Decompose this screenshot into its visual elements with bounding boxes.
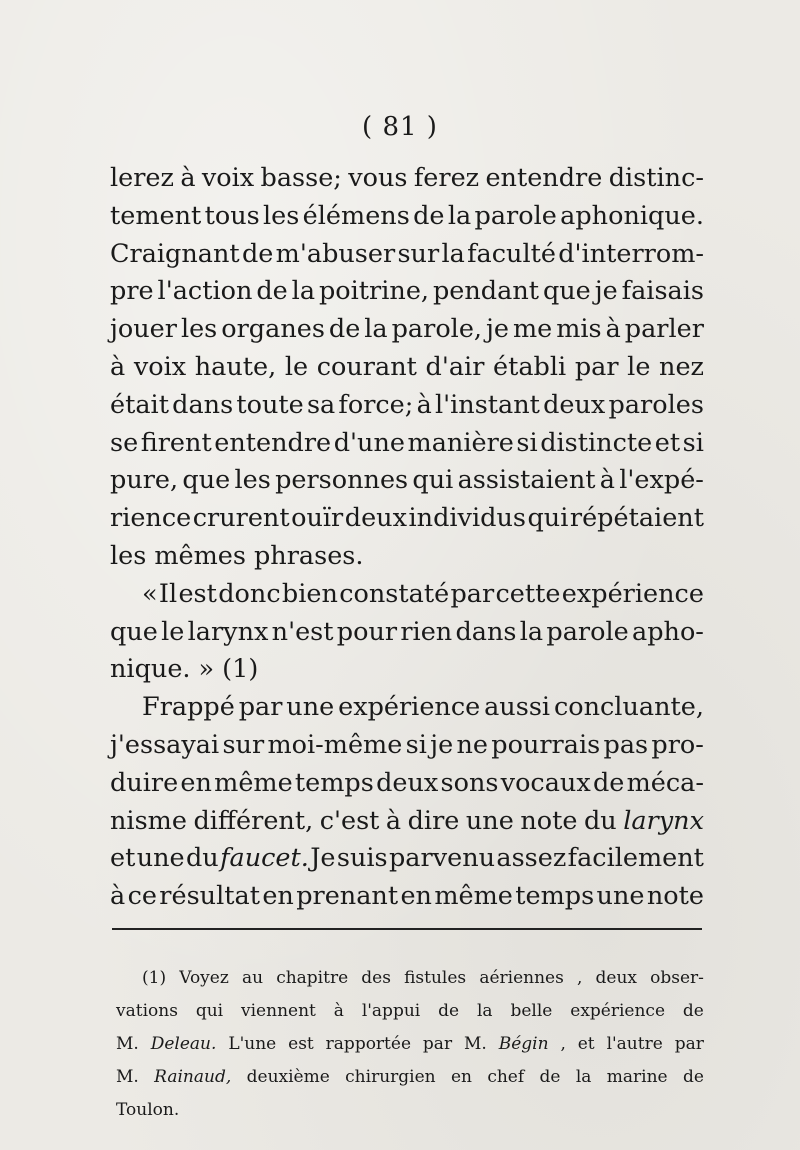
footnote-line <box>116 1094 704 1127</box>
word: haute, <box>194 351 277 382</box>
word: en <box>180 767 212 798</box>
word: de <box>682 1001 704 1021</box>
word: cette <box>495 578 561 609</box>
word: de <box>413 200 445 231</box>
word: répétaient <box>569 503 704 534</box>
word: différent, <box>193 805 314 836</box>
word: à <box>110 351 126 382</box>
word: firent <box>140 427 212 458</box>
body-line <box>110 273 704 311</box>
word: je <box>430 729 454 760</box>
word: pourrais <box>491 729 601 760</box>
word: de <box>438 1001 460 1021</box>
word: nique. <box>110 654 191 685</box>
word: l'appui <box>361 1001 421 1021</box>
word: chef <box>487 1067 525 1087</box>
word: m'abuser <box>275 238 396 269</box>
word: à <box>110 881 126 912</box>
body-line <box>110 349 704 387</box>
word: que <box>542 276 591 307</box>
body-line <box>110 576 704 614</box>
word: temps <box>515 881 595 912</box>
word: l'expé- <box>619 465 704 496</box>
word: je <box>594 276 618 307</box>
word: ferez <box>413 163 480 193</box>
word: vous <box>348 163 408 193</box>
footnote-line <box>116 1028 704 1061</box>
word: moi-même <box>267 729 403 760</box>
word: belle <box>510 1001 553 1021</box>
word: Bégin <box>498 1034 549 1054</box>
word: est <box>178 578 217 609</box>
word: constaté <box>339 578 450 609</box>
word: personnes <box>275 465 409 496</box>
word: sons <box>440 767 499 798</box>
word: à <box>416 389 432 420</box>
word: mis <box>556 314 602 345</box>
body-line <box>110 425 704 463</box>
word: voix <box>133 351 187 382</box>
word: Craignant <box>110 238 240 269</box>
word: même <box>434 881 513 912</box>
word: par <box>238 692 283 723</box>
word: sur <box>222 729 265 760</box>
word: courant <box>316 351 417 382</box>
word: manière <box>407 427 514 458</box>
body-line <box>110 614 704 652</box>
word: la <box>519 616 544 647</box>
word: phrases. <box>253 540 364 571</box>
word: Deleau. <box>150 1034 217 1054</box>
body-line <box>110 803 704 841</box>
word: faisais <box>621 276 704 307</box>
word: de <box>539 1067 561 1087</box>
word: pas <box>603 729 649 760</box>
word: nez <box>659 351 704 382</box>
word: nisme <box>110 805 187 836</box>
word: le <box>161 616 185 647</box>
word: ouïr <box>291 503 344 534</box>
word: les <box>180 314 218 345</box>
word: , <box>576 968 583 988</box>
word: deux <box>344 503 407 534</box>
word: entendre <box>214 427 332 458</box>
word: qui <box>412 465 454 496</box>
word: tement <box>110 200 202 231</box>
footnote-line <box>116 962 704 995</box>
word: les <box>263 200 300 231</box>
word: Frappé <box>142 692 235 723</box>
word: une <box>465 805 514 836</box>
word: même <box>214 767 293 798</box>
word: sur <box>397 238 440 269</box>
word: l'autre <box>606 1034 663 1054</box>
word: je <box>486 314 509 345</box>
word: poitrine, <box>318 276 430 307</box>
word: expérience <box>570 1001 666 1021</box>
word: en <box>450 1067 472 1087</box>
word: dans <box>455 616 517 647</box>
word: le <box>284 351 309 382</box>
body-line <box>110 689 704 727</box>
body-line <box>110 160 704 198</box>
word: voix <box>201 163 255 193</box>
word: rapportée <box>325 1034 412 1054</box>
footnote-line <box>116 1061 704 1094</box>
word: dire <box>407 805 460 836</box>
word: par <box>450 578 495 609</box>
word: note <box>646 881 704 912</box>
word: à <box>605 314 621 345</box>
word: assez <box>496 843 567 874</box>
word: » <box>198 654 215 685</box>
body-line <box>110 500 704 538</box>
word: « <box>142 578 158 609</box>
word: les <box>234 465 271 496</box>
word: qui <box>527 503 569 534</box>
word: entendre <box>485 163 603 193</box>
word: une <box>286 692 335 723</box>
word: distinc- <box>608 163 704 193</box>
body-text <box>110 160 704 916</box>
word: parole <box>546 616 629 647</box>
body-line <box>110 236 704 274</box>
word: si <box>516 427 538 458</box>
word: mêmes <box>154 540 246 571</box>
body-line <box>110 651 704 689</box>
word: pendant <box>432 276 539 307</box>
word: vations <box>116 1001 178 1021</box>
word: sa <box>306 389 336 420</box>
word: M. <box>116 1067 139 1087</box>
footnote <box>116 962 704 1127</box>
word: duire <box>110 767 179 798</box>
word: (1) <box>222 654 259 685</box>
word: à <box>385 805 402 836</box>
word: est <box>288 1034 314 1054</box>
word: résultat <box>159 881 260 912</box>
word: deux <box>595 968 637 988</box>
word: pour <box>336 616 398 647</box>
word: viennent <box>241 1001 316 1021</box>
word: deux <box>543 389 606 420</box>
word: Je <box>310 843 336 874</box>
word: en <box>400 881 432 912</box>
word: par <box>574 351 619 382</box>
word: était <box>110 389 169 420</box>
word: méca- <box>626 767 704 798</box>
word: de <box>241 238 274 269</box>
word: et <box>654 427 681 458</box>
word: organes <box>221 314 325 345</box>
word: d'air <box>425 351 485 382</box>
word: M. <box>116 1034 139 1054</box>
body-line <box>110 311 704 349</box>
word: c'est <box>319 805 380 836</box>
word: crurent <box>192 503 290 534</box>
word: prenant <box>296 881 399 912</box>
word: L'une <box>228 1034 277 1054</box>
word: marine <box>606 1067 668 1087</box>
word: force; <box>338 389 414 420</box>
word: fistules <box>404 968 467 988</box>
word: facilement <box>567 843 704 874</box>
word: et <box>110 843 136 874</box>
word: la <box>364 314 388 345</box>
word: établi <box>493 351 567 382</box>
word: parole, <box>391 314 483 345</box>
word: du <box>583 805 617 836</box>
word: dans <box>172 389 234 420</box>
word: qui <box>195 1001 224 1021</box>
word: larynx <box>187 616 269 647</box>
word: obser- <box>650 968 704 988</box>
word: aphonique. <box>560 200 704 231</box>
word: la <box>575 1067 592 1087</box>
word: que <box>110 616 158 647</box>
word: une <box>136 843 185 874</box>
word: jouer <box>110 314 177 345</box>
word: par <box>674 1034 704 1054</box>
word: rien <box>400 616 453 647</box>
word: d'une <box>333 427 405 458</box>
word: l'instant <box>434 389 540 420</box>
word: suis <box>336 843 388 874</box>
word: tous <box>204 200 260 231</box>
word: faucet. <box>220 843 309 874</box>
word: à <box>333 1001 344 1021</box>
word: parole <box>474 200 557 231</box>
word: toute <box>236 389 304 420</box>
word: de <box>682 1067 704 1087</box>
word: concluante, <box>553 692 704 723</box>
word: expérience <box>338 692 481 723</box>
word: au <box>241 968 264 988</box>
word: ne <box>456 729 488 760</box>
word: Voyez <box>179 968 229 988</box>
word: une <box>596 881 645 912</box>
word: de <box>328 314 361 345</box>
word: l'action <box>157 276 253 307</box>
word: à <box>180 163 196 193</box>
word: donc <box>218 578 281 609</box>
word: à <box>599 465 615 496</box>
word: la <box>291 276 316 307</box>
word: note <box>520 805 578 836</box>
body-line <box>110 387 704 425</box>
word: expérience <box>561 578 704 609</box>
word: parler <box>624 314 704 345</box>
word: de <box>592 767 625 798</box>
word: M. <box>463 1034 487 1054</box>
word: (1) <box>142 968 167 988</box>
word: aériennes <box>479 968 564 988</box>
word: larynx <box>623 805 704 836</box>
word: n'est <box>271 616 334 647</box>
word: pure, <box>110 465 179 496</box>
word: assistaient <box>457 465 596 496</box>
word: bien <box>281 578 338 609</box>
word: d'interrom- <box>558 238 704 269</box>
word: deuxième <box>246 1067 330 1087</box>
word: la <box>447 200 472 231</box>
word: les <box>110 540 147 571</box>
word: si <box>682 427 704 458</box>
body-line <box>110 198 704 236</box>
word: la <box>441 238 465 269</box>
word: Toulon. <box>116 1100 180 1120</box>
word: parvenu <box>388 843 496 874</box>
body-line <box>110 765 704 803</box>
page-number: ( 81 ) <box>362 112 438 142</box>
word: rience <box>110 503 192 534</box>
word: par <box>422 1034 453 1054</box>
word: et <box>577 1034 595 1054</box>
word: j'essayai <box>110 729 220 760</box>
word: ce <box>127 881 157 912</box>
word: pro- <box>651 729 704 760</box>
word: que <box>182 465 231 496</box>
word: pre <box>110 276 154 307</box>
word: des <box>361 968 391 988</box>
word: chirurgien <box>345 1067 436 1087</box>
word: faculté <box>467 238 556 269</box>
word: du <box>185 843 219 874</box>
word: , <box>560 1034 566 1054</box>
word: lerez <box>110 163 174 193</box>
body-line <box>110 727 704 765</box>
word: individus <box>408 503 526 534</box>
word: deux <box>376 767 439 798</box>
body-line <box>110 462 704 500</box>
word: basse; <box>260 163 342 193</box>
footnote-line <box>116 995 704 1028</box>
word: me <box>512 314 553 345</box>
word: Rainaud, <box>154 1067 232 1087</box>
word: se <box>110 427 139 458</box>
word: si <box>405 729 427 760</box>
word: chapitre <box>276 968 349 988</box>
word: distincte <box>540 427 653 458</box>
word: vocaux <box>500 767 591 798</box>
word: en <box>262 881 294 912</box>
word: temps <box>294 767 374 798</box>
word: élémens <box>302 200 410 231</box>
word: paroles <box>608 389 704 420</box>
word: le <box>627 351 651 382</box>
body-line <box>110 878 704 916</box>
body-line <box>110 538 704 576</box>
word: la <box>476 1001 493 1021</box>
word: aussi <box>484 692 551 723</box>
body-line <box>110 840 704 878</box>
word: apho- <box>632 616 704 647</box>
word: Il <box>158 578 178 609</box>
footnote-rule <box>112 928 702 930</box>
word: de <box>256 276 288 307</box>
